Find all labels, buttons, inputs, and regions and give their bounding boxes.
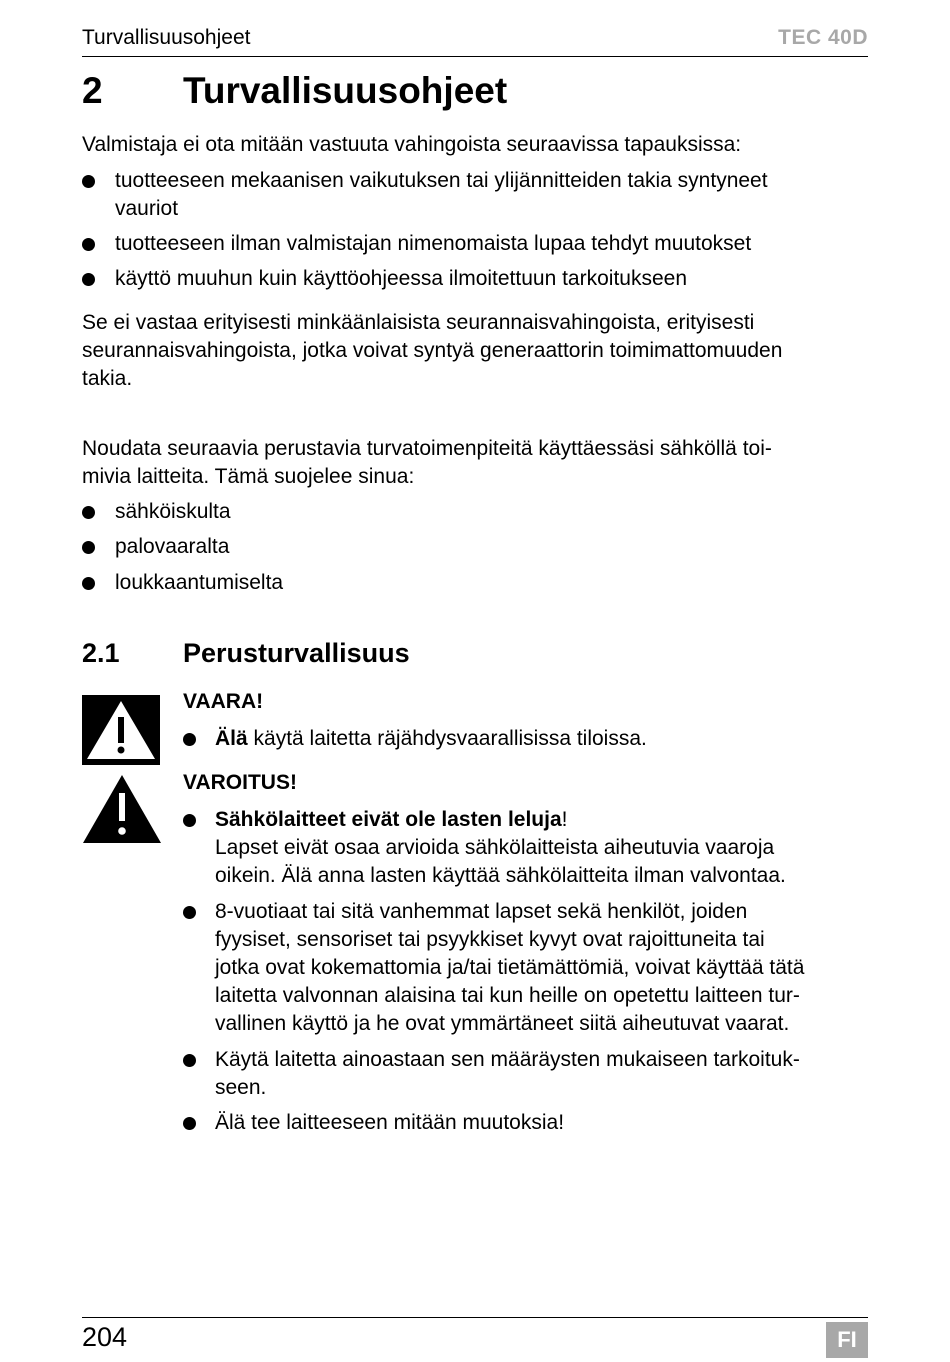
intro-paragraph: Valmistaja ei ota mitään vastuuta vahingoista seuraavissa tapauksissa: — [82, 133, 742, 156]
warning-item-3-line-2: seen. — [215, 1076, 267, 1099]
danger-label: VAARA! — [183, 690, 264, 713]
bullet-dot — [82, 273, 95, 286]
warning-item-2-line-2: fyysiset, sensoriset tai psyykkiset kyvyt ovat rajoittuneita tai — [215, 928, 765, 951]
bullet-dot — [82, 577, 95, 590]
protection-item-1: sähköiskulta — [115, 500, 231, 523]
bullet-dot — [82, 506, 95, 519]
warning-item-1-end: ! — [561, 808, 568, 831]
warning-item-1-line-1 — [215, 806, 567, 834]
bullet-dot — [183, 906, 196, 919]
header-rule — [82, 56, 868, 57]
warning-label: VAROITUS! — [183, 771, 297, 794]
bullet-dot — [183, 733, 196, 746]
warning-item-1-bold: Sähkölaitteet eivät ole lasten leluja — [215, 808, 562, 831]
warning-item-1-line-3: oikein. Älä anna lasten käyttää sähkölaitteita ilman valvontaa. — [215, 864, 786, 887]
running-header-section: Turvallisuusohjeet — [82, 26, 251, 49]
page-number: 204 — [82, 1322, 128, 1352]
protection-item-2: palovaaralta — [115, 535, 230, 558]
precautions-line-2: mivia laitteita. Tämä suojelee sinua: — [82, 465, 415, 488]
bullet-dot — [82, 175, 95, 188]
danger-triangle-icon — [82, 695, 160, 765]
bullet-dot — [82, 541, 95, 554]
consequential-line-1: Se ei vastaa erityisesti minkäänlaisista seurannaisvahingoista, erityisesti — [82, 311, 755, 334]
language-tab: FI — [826, 1322, 868, 1358]
bullet-dot — [82, 238, 95, 251]
consequential-line-3: takia. — [82, 367, 133, 390]
precautions-line-1: Noudata seuraavia perustavia turvatoimenpiteitä käyttäessäsi sähköllä toi- — [82, 437, 772, 460]
bullet-dot — [183, 814, 196, 827]
warning-triangle-icon — [82, 773, 162, 845]
liability-item-1-line-2: vauriot — [115, 197, 179, 220]
warning-item-4: Älä tee laitteeseen mitään muutoksia! — [215, 1111, 565, 1134]
consequential-line-2: seurannaisvahingoista, jotka voivat syntyä generaattorin toimimattomuuden — [82, 339, 783, 362]
warning-item-2-line-1: 8-vuotiaat tai sitä vanhemmat lapset sekä henkilöt, joiden — [215, 900, 748, 923]
section-title: Perusturvallisuus — [183, 638, 410, 668]
warning-item-2-line-4: laitetta valvonnan alaisina tai kun heille on opetettu laitteen tur- — [215, 984, 800, 1007]
section-number: 2.1 — [82, 638, 120, 668]
warning-item-2-line-5: vallinen käyttö ja he ovat ymmärtäneet siitä aiheutuvat vaarat. — [215, 1012, 790, 1035]
warning-item-2-line-3: jotka ovat kokemattomia ja/tai tietämättömiä, voivat käyttää tätä — [215, 956, 805, 979]
danger-item-bold: Älä — [215, 727, 248, 750]
running-header-model: TEC 40D — [778, 26, 868, 49]
liability-item-1-line-1: tuotteeseen mekaanisen vaikutuksen tai ylijännitteiden takia syntyneet — [115, 169, 768, 192]
warning-item-3-line-1: Käytä laitetta ainoastaan sen määräysten mukaiseen tarkoituk- — [215, 1048, 800, 1071]
liability-item-3: käyttö muuhun kuin käyttöohjeessa ilmoitettuun tarkoitukseen — [115, 267, 687, 290]
danger-item — [215, 725, 647, 753]
chapter-number: 2 — [82, 70, 103, 111]
warning-item-1-line-2: Lapset eivät osaa arvioida sähkölaitteista aiheutuvia vaaroja — [215, 836, 775, 859]
chapter-title: Turvallisuusohjeet — [183, 70, 508, 111]
protection-item-3: loukkaantumiselta — [115, 571, 284, 594]
bullet-dot — [183, 1117, 196, 1130]
liability-item-2: tuotteeseen ilman valmistajan nimenomaista lupaa tehdyt muutokset — [115, 232, 752, 255]
danger-item-rest: käytä laitetta räjähdysvaarallisissa tiloissa. — [247, 727, 647, 750]
bullet-dot — [183, 1054, 196, 1067]
footer-rule — [82, 1317, 868, 1318]
